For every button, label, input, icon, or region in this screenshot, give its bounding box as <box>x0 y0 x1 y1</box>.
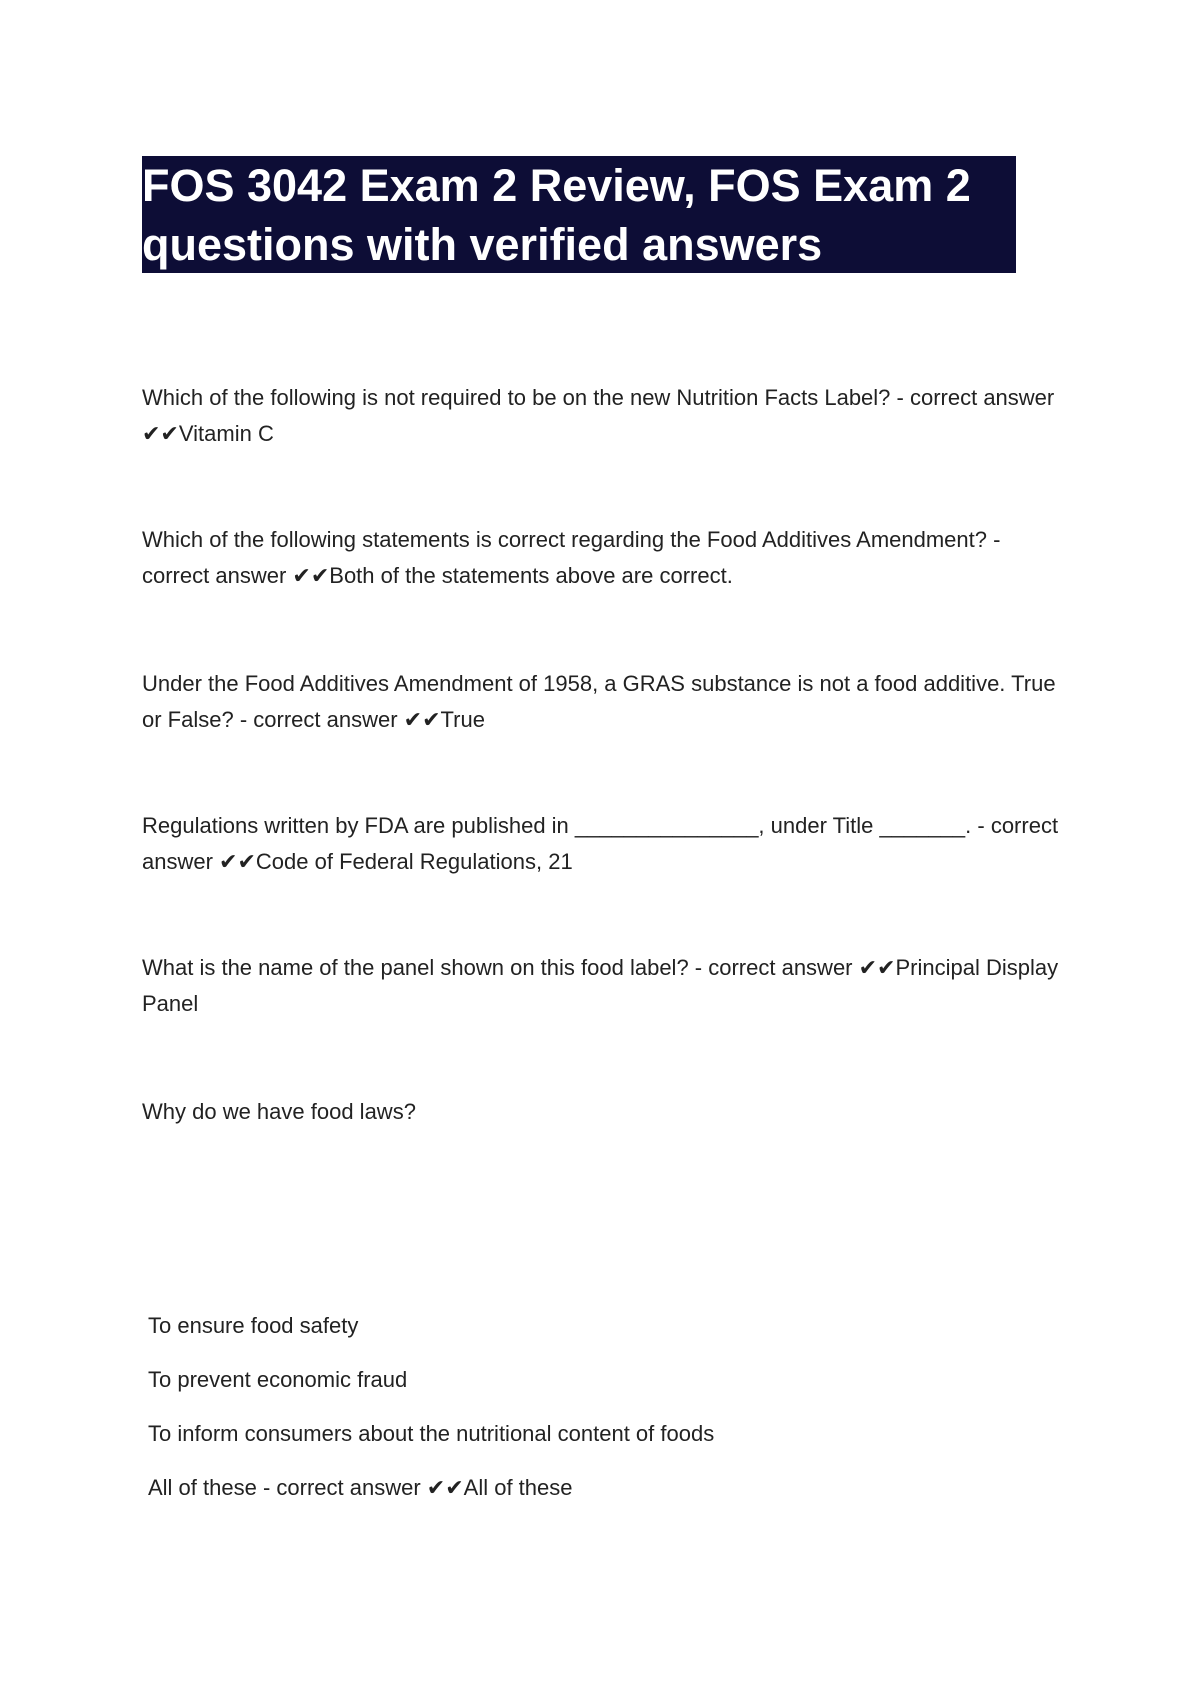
answer-text: Code of Federal Regulations, 21 <box>255 849 573 874</box>
qa-item-1 <box>142 380 1072 452</box>
answer-text: Both of the statements above are correct. <box>329 563 733 588</box>
title-line-2: questions with verified answers <box>142 219 823 270</box>
option-text: All of these <box>148 1475 257 1500</box>
question-text: Which of the following is not required to be on the new Nutrition Facts Label? <box>142 385 891 410</box>
answer-label: - correct answer <box>142 813 1059 874</box>
answer-text: True <box>440 707 485 732</box>
answer-label: - correct answer <box>233 707 404 732</box>
answer-label: - correct answer <box>142 527 1001 588</box>
check-icon: ✔✔ <box>858 955 896 980</box>
option-text: To ensure food safety <box>148 1313 359 1338</box>
option-text: To inform consumers about the nutritional content of foods <box>148 1421 715 1446</box>
answer-text: All of these <box>463 1475 573 1500</box>
option-item-final <box>148 1470 948 1524</box>
answer-options-list <box>148 1308 948 1524</box>
check-icon: ✔✔ <box>219 849 256 874</box>
option-text: To prevent economic fraud <box>148 1367 408 1392</box>
question-text: Why do we have food laws? <box>142 1099 416 1124</box>
last-question <box>142 1094 1072 1130</box>
title-line-1: FOS 3042 Exam 2 Review, FOS Exam 2 <box>142 160 971 211</box>
check-icon: ✔✔ <box>403 707 441 732</box>
question-text: Which of the following statements is correct regarding the Food Additives Amendment? <box>142 527 987 552</box>
option-item <box>148 1308 948 1362</box>
answer-label: - correct answer <box>688 955 859 980</box>
check-icon: ✔✔ <box>426 1475 464 1500</box>
option-item <box>148 1362 948 1416</box>
qa-item-3 <box>142 666 1072 738</box>
question-text: Under the Food Additives Amendment of 1958, a GRAS substance is not a food additive. True or False? <box>142 671 1056 732</box>
qa-item-2 <box>142 522 1072 594</box>
question-text: What is the name of the panel shown on this food label? <box>142 955 689 980</box>
answer-label: - correct answer <box>890 385 1055 410</box>
question-text: Regulations written by FDA are published in _______________, under Title _______. <box>142 813 972 838</box>
document-title <box>142 156 1016 273</box>
qa-item-5 <box>142 950 1072 1022</box>
check-icon: ✔✔ <box>142 421 179 446</box>
check-icon: ✔✔ <box>292 563 330 588</box>
answer-text: Principal Display Panel <box>142 955 1059 1016</box>
qa-item-4 <box>142 808 1072 880</box>
answer-text: Vitamin C <box>178 421 274 446</box>
option-item <box>148 1416 948 1470</box>
answer-label: - correct answer <box>256 1475 427 1500</box>
